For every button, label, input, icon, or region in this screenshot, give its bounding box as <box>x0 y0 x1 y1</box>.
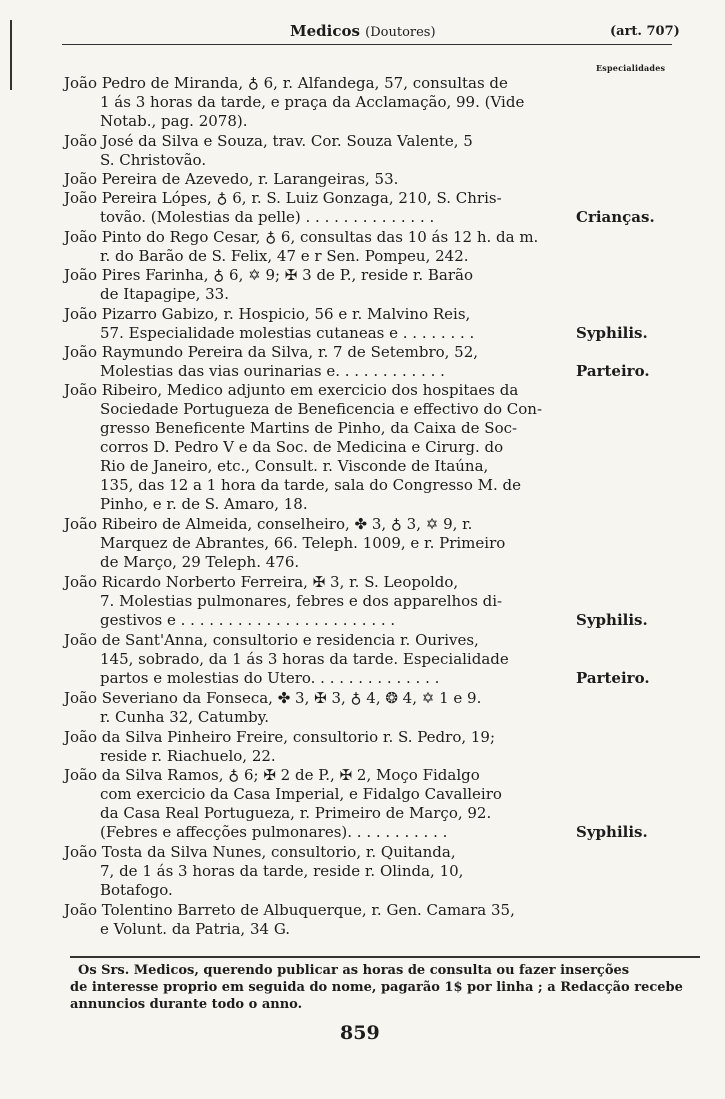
entry-continuation-line: Marquez de Abrantes, 66. Teleph. 1009, e r. Primeiro <box>100 534 506 552</box>
entry-specialty: Crianças. <box>576 208 655 226</box>
entry-name-line: João Ribeiro, Medico adjunto em exercicio dos hospitaes da <box>64 381 519 399</box>
entry-continuation-line: tovão. (Molestias da pelle) . . . . . . . . . . . . . . <box>100 208 435 226</box>
entry-name-line: João Ricardo Norberto Ferreira, ✠ 3, r. S. Leopoldo, <box>64 573 459 591</box>
entry-name-line: João Tolentino Barreto de Albuquerque, r. Gen. Camara 35, <box>64 901 515 919</box>
entry-name-line: João Pereira de Azevedo, r. Larangeiras, 53. <box>64 170 399 188</box>
entry-continuation-line: 7. Molestias pulmonares, febres e dos apparelhos di- <box>100 592 503 610</box>
entry-continuation-line: corros D. Pedro V e da Soc. de Medicina e Cirurg. do <box>100 438 504 456</box>
entry-name-line: João de Sant'Anna, consultorio e residencia r. Ourives, <box>64 631 479 649</box>
footnote-line-3: annuncios durante todo o anno. <box>70 997 303 1012</box>
entry-continuation-line: gresso Beneficente Martins de Pinho, da Caixa de Soc- <box>100 419 518 437</box>
page-header-title <box>290 22 436 40</box>
entry-name-line: João Pinto do Rego Cesar, ♁ 6, consultas das 10 ás 12 h. da m. <box>64 228 539 246</box>
entry-continuation-line: S. Christovão. <box>100 151 207 169</box>
entry-continuation-line: reside r. Riachuelo, 22. <box>100 747 276 765</box>
footnote-line-2: de interesse proprio em seguida do nome, pagarão 1$ por linha ; a Redacção recebe <box>70 980 683 995</box>
entry-continuation-line: e Volunt. da Patria, 34 G. <box>100 920 291 938</box>
entry-name-line: João Pedro de Miranda, ♁ 6, r. Alfandega, 57, consultas de <box>64 74 508 92</box>
entry-continuation-line: Rio de Janeiro, etc., Consult. r. Visconde de Itaúna, <box>100 457 489 475</box>
entry-continuation-line: 135, das 12 a 1 hora da tarde, sala do Congresso M. de <box>100 476 522 494</box>
entry-name-line: João Pizarro Gabizo, r. Hospicio, 56 e r. Malvino Reis, <box>64 305 471 323</box>
entry-name-line: João Pereira Lópes, ♁ 6, r. S. Luiz Gonzaga, 210, S. Chris- <box>64 189 502 207</box>
entry-continuation-line: r. Cunha 32, Catumby. <box>100 708 270 726</box>
footnote-line-1: Os Srs. Medicos, querendo publicar as horas de consulta ou fazer inserções <box>78 963 630 978</box>
entry-name-line: João da Silva Pinheiro Freire, consultorio r. S. Pedro, 19; <box>64 728 496 746</box>
entry-name-line: João da Silva Ramos, ♁ 6; ✠ 2 de P., ✠ 2, Moço Fidalgo <box>64 766 480 784</box>
entry-continuation-line: 1 ás 3 horas da tarde, e praça da Acclamação, 99. (Vide <box>100 93 525 111</box>
header-divider <box>62 44 672 45</box>
entry-name-line: João José da Silva e Souza, trav. Cor. Souza Valente, 5 <box>64 132 473 150</box>
entry-specialty: Parteiro. <box>576 362 650 380</box>
left-margin-rule <box>10 20 12 90</box>
entry-continuation-line: Sociedade Portugueza de Beneficencia e effectivo do Con- <box>100 400 543 418</box>
entry-name-line: João Pires Farinha, ♁ 6, ✡ 9; ✠ 3 de P., reside r. Barão <box>64 266 474 284</box>
entry-continuation-line: de Itapagipe, 33. <box>100 285 229 303</box>
article-reference: (art. 707) <box>610 24 680 39</box>
entry-name-line: João Severiano da Fonseca, ✤ 3, ✠ 3, ♁ 4, ❂ 4, ✡ 1 e 9. <box>64 689 482 707</box>
entry-continuation-line: 7, de 1 ás 3 horas da tarde, reside r. Olinda, 10, <box>100 862 464 880</box>
entry-specialty: Syphilis. <box>576 823 648 841</box>
header-title: Medicos <box>290 22 360 40</box>
page-number: 859 <box>340 1022 380 1044</box>
entry-continuation-line: Notab., pag. 2078). <box>100 112 248 130</box>
entry-specialty: Syphilis. <box>576 611 648 629</box>
entry-name-line: João Ribeiro de Almeida, conselheiro, ✤ 3, ♁ 3, ✡ 9, r. <box>64 515 473 533</box>
entry-continuation-line: da Casa Real Portugueza, r. Primeiro de Março, 92. <box>100 804 492 822</box>
entry-continuation-line: 145, sobrado, da 1 ás 3 horas da tarde. Especialidade <box>100 650 509 668</box>
entry-name-line: João Raymundo Pereira da Silva, r. 7 de Setembro, 52, <box>64 343 479 361</box>
entry-continuation-line: r. do Barão de S. Felix, 47 e r Sen. Pompeu, 242. <box>100 247 469 265</box>
entry-continuation-line: com exercicio da Casa Imperial, e Fidalgo Cavalleiro <box>100 785 502 803</box>
entry-continuation-line: Pinho, e r. de S. Amaro, 18. <box>100 495 308 513</box>
header-subtitle: (Doutores) <box>365 25 436 40</box>
entry-specialty: Syphilis. <box>576 324 648 342</box>
entry-continuation-line: Botafogo. <box>100 881 173 899</box>
entry-continuation-line: 57. Especialidade molestias cutaneas e . . . . . . . . <box>100 324 475 342</box>
entry-continuation-line: partos e molestias do Utero. . . . . . . . . . . . . . <box>100 669 440 687</box>
footer-divider <box>70 956 700 958</box>
entry-specialty: Parteiro. <box>576 669 650 687</box>
entry-continuation-line: (Febres e affecções pulmonares). . . . . . . . . . . <box>100 823 448 841</box>
entry-continuation-line: gestivos e . . . . . . . . . . . . . . . . . . . . . . . <box>100 611 396 629</box>
specialty-column-heading: Especialidades <box>596 63 666 73</box>
entry-continuation-line: Molestias das vias ourinarias e. . . . . . . . . . . . <box>100 362 445 380</box>
entry-name-line: João Tosta da Silva Nunes, consultorio, r. Quitanda, <box>64 843 456 861</box>
entry-continuation-line: de Março, 29 Teleph. 476. <box>100 553 300 571</box>
